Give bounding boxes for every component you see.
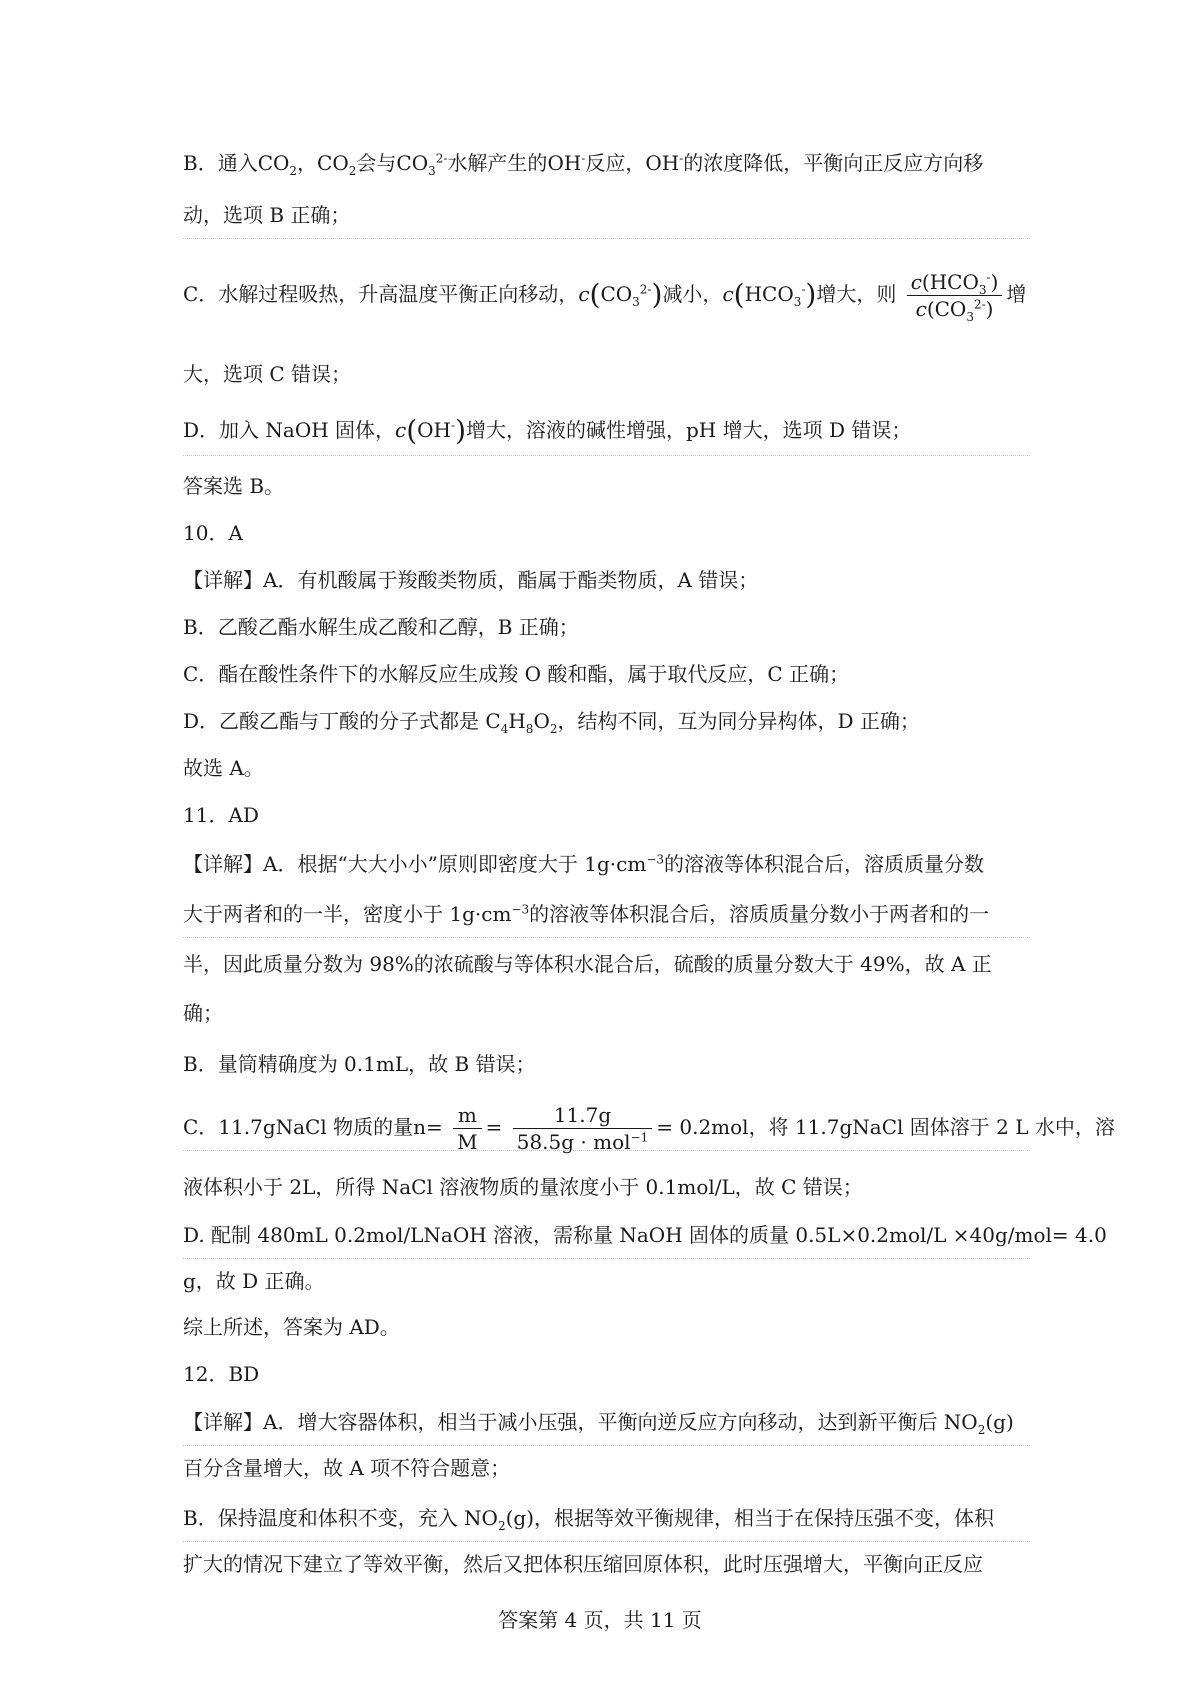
- divider: [183, 1150, 1030, 1151]
- q11-detail-c-2: 液体积小于 2L，所得 NaCl 溶液物质的量浓度小于 0.1mol/L，故 C 错误；: [183, 1175, 863, 1199]
- q11-detail-b: B．量筒精确度为 0.1mL，故 B 错误；: [183, 1052, 536, 1076]
- q12-detail-a-2: 百分含量增大，故 A 项不符合题意；: [183, 1456, 511, 1480]
- q11-detail-d-2: g，故 D 正确。: [183, 1269, 325, 1293]
- divider: [183, 937, 1030, 938]
- divider: [183, 238, 1030, 239]
- q11-detail-a-4: 确；: [183, 1001, 223, 1025]
- option-c-line-2: 大，选项 C 错误；: [183, 362, 352, 386]
- nacl-fraction: $\frac{11.7g}{58.5g \cdot mol^{-1}}$: [513, 1102, 653, 1155]
- divider: [183, 1445, 1030, 1446]
- divider: [183, 1258, 1030, 1259]
- option-c-line-1: C．水解过程吸热，升高温度平衡正向移动，$c(CO_3^{2-})$减小，$c(HCO_3^-)$增大，则 $\frac{c(HCO_3^-)}{c(CO_3^{2-})}$ 增: [183, 270, 1027, 324]
- q11-detail-c-1: C．11.7gNaCl 物质的量n= $\frac{m}{M}$ = $\frac{11.7g}{58.5g \cdot mol^{-1}}$ = 0.2mol，将 11.7gNaCl 固体溶于 2 L 水中，溶: [183, 1103, 1115, 1154]
- answer-11: 综上所述，答案为 AD。: [183, 1315, 400, 1339]
- answer-9: 答案选 B。: [183, 474, 285, 498]
- option-b-line-2: 动，选项 B 正确；: [183, 203, 351, 227]
- q10-detail-a: 【详解】A．有机酸属于羧酸类物质，酯属于酯类物质，A 错误；: [183, 568, 759, 592]
- q10-detail-d: D．乙酸乙酯与丁酸的分子式都是 $C_4H_8O_2$，结构不同，互为同分异构体，D 正确；: [183, 709, 920, 736]
- q12-detail-b-2: 扩大的情况下建立了等效平衡，然后又把体积压缩回原体积，此时压强增大，平衡向正反应: [183, 1552, 983, 1576]
- q10-detail-b: B．乙酸乙酯水解生成乙酸和乙醇，B 正确；: [183, 615, 579, 639]
- q11-detail-d-1: D. 配制 480mL 0.2mol/LNaOH 溶液，需称量 NaOH 固体的质量 0.5L×0.2mol/L ×40g/mol= 4.0: [183, 1223, 1107, 1247]
- ratio-fraction: $\frac{c(HCO_3^-)}{c(CO_3^{2-})}$: [907, 269, 1003, 322]
- q11-detail-a-1: 【详解】A．根据“大大小小”原则即密度大于 $1g\cdot cm^{-3}$的溶液等体积混合后，溶质质量分数: [183, 852, 985, 876]
- question-12: 12．BD: [183, 1362, 260, 1386]
- page-footer: 答案第 4 页，共 11 页: [498, 1608, 702, 1632]
- option-b-line-1: B．通入$CO_2$，$CO_2$会与$CO_3^{2-}$水解产生的OH-反应，OH-的浓度降低，平衡向正反应方向移: [183, 151, 984, 178]
- q10-detail-c: C．酯在酸性条件下的水解反应生成羧 O 酸和酯，属于取代反应，C 正确；: [183, 662, 850, 686]
- q11-detail-a-3: 半，因此质量分数为 98%的浓硫酸与等体积水混合后，硫酸的质量分数大于 49%，故 A 正: [183, 952, 992, 976]
- answer-10: 故选 A。: [183, 756, 264, 780]
- divider: [183, 1541, 1030, 1542]
- q12-detail-b-1: B．保持温度和体积不变，充入 $NO_2(g)$，根据等效平衡规律，相当于在保持压强不变，体积: [183, 1506, 995, 1533]
- divider: [183, 455, 1030, 456]
- q11-detail-a-2: 大于两者和的一半，密度小于 $1g\cdot cm^{-3}$的溶液等体积混合后，溶质质量分数小于两者和的一: [183, 902, 990, 926]
- q12-detail-a-1: 【详解】A．增大容器体积，相当于减小压强，平衡向逆反应方向移动，达到新平衡后 $NO_2(g)$: [183, 1410, 1014, 1437]
- option-d-line: D．加入 NaOH 固体，c(OH-)增大，溶液的碱性增强，pH 增大，选项 D 错误；: [183, 414, 912, 447]
- mass-over-molar-mass: $\frac{m}{M}$: [453, 1102, 481, 1155]
- question-11: 11．AD: [183, 803, 259, 827]
- question-10: 10．A: [183, 521, 243, 545]
